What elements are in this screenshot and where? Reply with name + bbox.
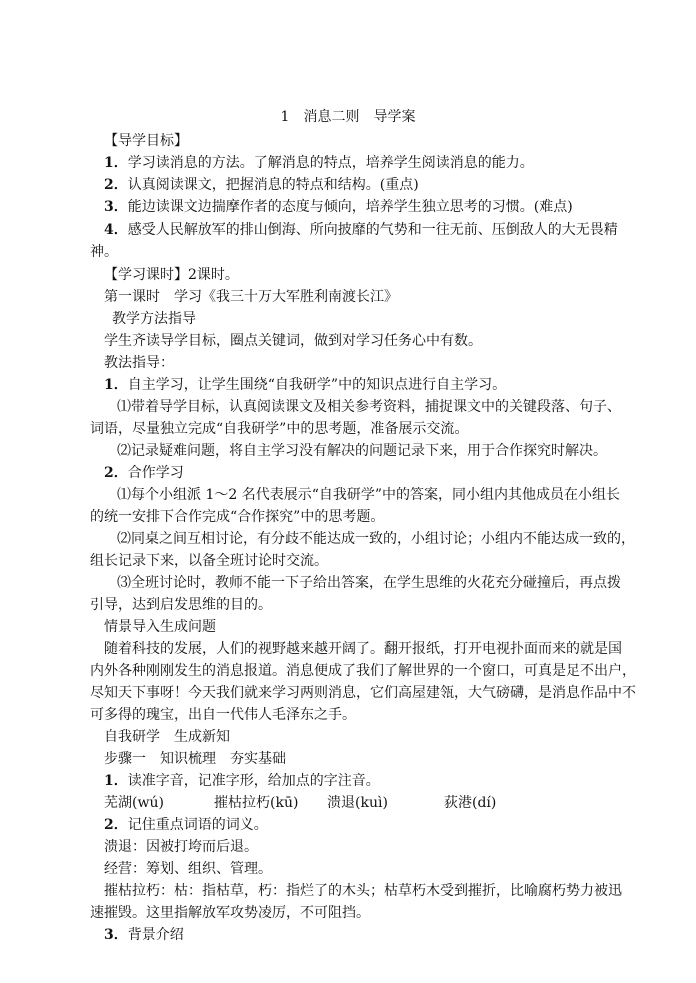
item-number: 2． <box>104 465 128 481</box>
item-number: 2． <box>104 177 128 193</box>
teach-item-2b-cont: 组长记录下来，以备全班讨论时交流。 <box>90 553 328 569</box>
study-heading: 自我研学 生成新知 <box>104 729 230 745</box>
item-text: 合作学习 <box>127 465 184 481</box>
teach-item-2c-cont: 引导，达到启发思维的目的。 <box>90 597 272 613</box>
item-text: 感受人民解放军的排山倒海、所向披靡的气势和一往无前、压倒敌人的大无畏精 <box>127 222 618 238</box>
teach-item-1b: ⑵记录疑难问题，将自主学习没有解决的问题记录下来，用于合作探究时解决。 <box>117 443 607 459</box>
item-number: 3． <box>104 199 128 215</box>
scene-paragraph-cont: 可多得的瑰宝，出自一代伟人毛泽东之手。 <box>90 707 356 723</box>
objective-4-cont: 神。 <box>90 244 118 260</box>
pinyin-item: 摧枯拉朽(kū) <box>214 795 299 811</box>
teach-item-2b: ⑵同桌之间互相讨论，有分歧不能达成一致的，小组讨论；小组内不能达成一致的， <box>117 531 635 547</box>
scene-paragraph-cont: 内外各种刚刚发生的消息报道。消息便成了我们了解世界的一个窗口，可真是足不出户， <box>90 663 636 679</box>
item-text: 读准字音，记准字形，给加点的字注音。 <box>127 773 380 789</box>
item-number: 3． <box>104 927 128 943</box>
item-text: 能边读课文边揣摩作者的态度与倾向，培养学生独立思考的习惯。(难点) <box>127 199 573 215</box>
objective-1 <box>0 153 696 173</box>
teach-item-2c: ⑶全班讨论时，教师不能一下子给出答案，在学生思维的火花充分碰撞后，再点拨 <box>117 575 621 591</box>
teach-item-2a-cont: 的统一安排下合作完成“合作探究”中的思考题。 <box>90 509 385 525</box>
item-number: 1． <box>104 155 128 171</box>
item-text: 认真阅读课文，把握消息的特点和结构。(重点) <box>127 177 419 193</box>
teach-item-1 <box>0 375 696 395</box>
item-text: 记住重点词语的词义。 <box>127 817 268 833</box>
page-title: 1 消息二则 导学案 <box>280 109 416 125</box>
definition-3: 摧枯拉朽：枯：指枯草，朽：指烂了的木头；枯草朽木受到摧折，比喻腐朽势力被迅 <box>104 883 622 899</box>
objective-3 <box>0 197 696 217</box>
item-number: 4． <box>104 222 128 238</box>
objectives-heading: 【导学目标】 <box>104 133 188 149</box>
definition-2: 经营：筹划、组织、管理。 <box>104 861 272 877</box>
teach-item-2 <box>0 463 696 483</box>
step-item-1 <box>0 771 696 791</box>
method-heading: 教学方法指导 <box>112 311 196 327</box>
pinyin-item: 芜湖(wú) <box>104 795 164 811</box>
item-number: 2． <box>104 817 128 833</box>
item-text: 背景介绍 <box>127 927 184 943</box>
teaching-heading: 教法指导： <box>104 355 174 371</box>
definition-1: 溃退：因被打垮而后退。 <box>104 839 258 855</box>
definition-3-cont: 速摧毁。这里指解放军攻势凌厉，不可阻挡。 <box>90 905 370 921</box>
scene-paragraph: 随着科技的发展，人们的视野越来越开阔了。翻开报纸，打开电视扑面而来的就是国 <box>104 641 622 657</box>
objective-2 <box>0 175 696 195</box>
step-1-heading: 步骤一 知识梳理 夯实基础 <box>104 751 286 767</box>
item-text: 自主学习，让学生围绕“自我研学”中的知识点进行自主学习。 <box>127 377 507 393</box>
item-number: 1． <box>104 773 128 789</box>
class-hours: 【学习课时】2课时。 <box>104 267 239 283</box>
scene-paragraph-cont: 尽知天下事呀！今天我们就来学习两则消息，它们高屋建瓴，大气磅礴，是消息作品中不 <box>90 685 636 701</box>
item-text: 学习读消息的方法。了解消息的特点，培养学生阅读消息的能力。 <box>127 155 534 171</box>
teach-item-2a: ⑴每个小组派 1～2 名代表展示“自我研学”中的答案，同小组内其他成员在小组长 <box>117 487 621 503</box>
method-text: 学生齐读导学目标，圈点关键词，做到对学习任务心中有数。 <box>104 333 482 349</box>
lesson-1-heading: 第一课时 学习《我三十万大军胜利南渡长江》 <box>104 289 398 305</box>
scene-heading: 情景导入生成问题 <box>104 619 216 635</box>
teach-item-1a-cont: 词语，尽量独立完成“自我研学”中的思考题，准备展示交流。 <box>90 421 469 437</box>
pinyin-item: 荻港(dí) <box>444 795 497 811</box>
teach-item-1a: ⑴带着导学目标，认真阅读课文及相关参考资料，捕捉课文中的关键段落、句子、 <box>117 399 621 415</box>
item-number: 1． <box>104 377 128 393</box>
step-item-2 <box>0 815 696 835</box>
pinyin-item: 溃退(kuì) <box>327 795 388 811</box>
step-item-3 <box>0 925 696 945</box>
pinyin-row <box>0 793 696 813</box>
objective-4 <box>0 220 696 240</box>
